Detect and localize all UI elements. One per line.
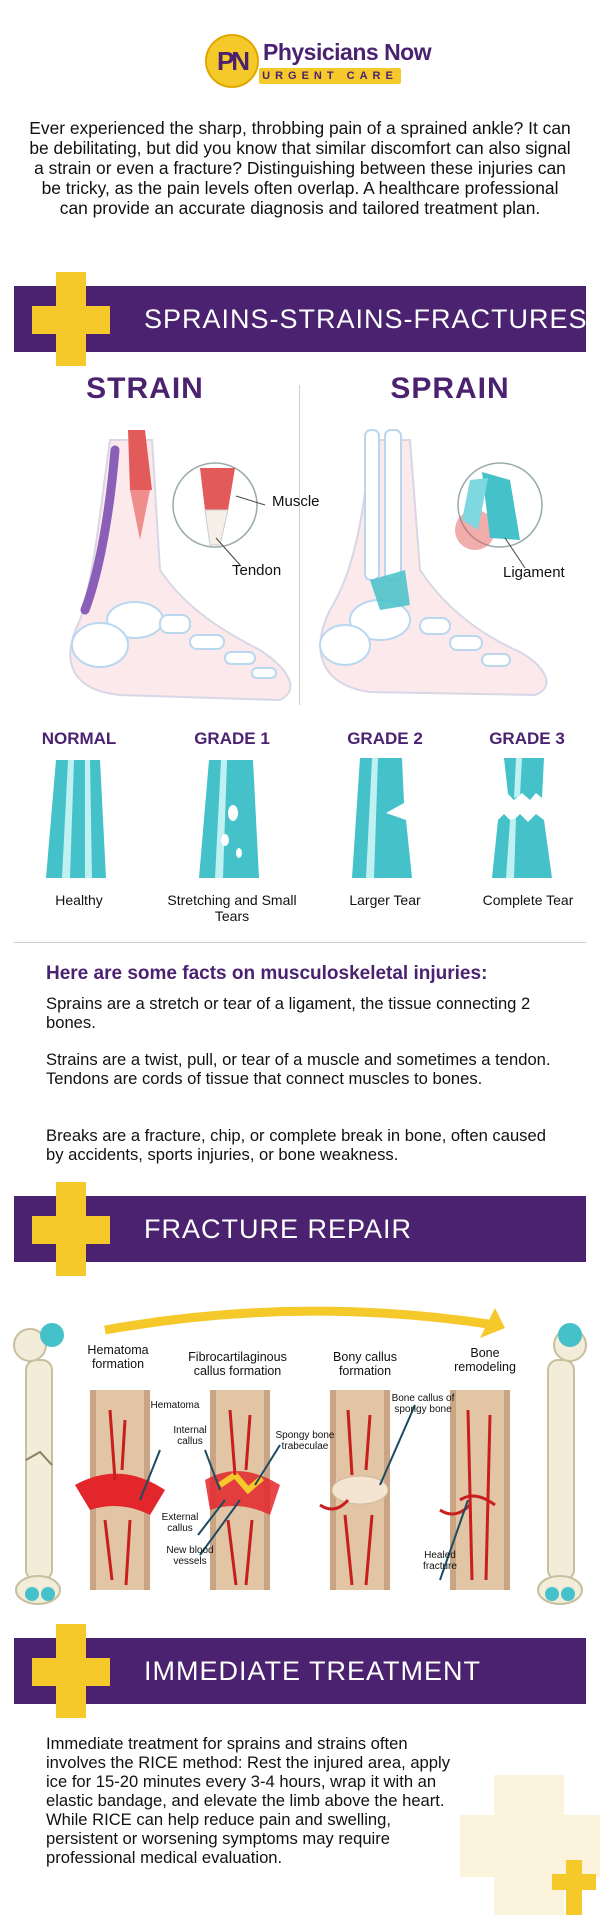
section-title: SPRAINS-STRAINS-FRACTURES — [144, 304, 588, 334]
ligament-normal — [46, 760, 106, 878]
grade-caption-normal: Healthy — [55, 892, 103, 908]
tendon-label: Tendon — [232, 562, 282, 579]
label-bony-callus: Bone callus of spongy bone — [391, 1393, 455, 1415]
grade-caption-2: Larger Tear — [349, 892, 421, 908]
fractured-bone — [14, 1323, 64, 1604]
grade-caption-3: Complete Tear — [482, 892, 574, 908]
muscle-label: Muscle — [272, 493, 320, 510]
ligament-grade-3 — [492, 758, 552, 878]
grade-title-2: GRADE 2 — [347, 729, 423, 748]
section-title: FRACTURE REPAIR — [144, 1214, 413, 1244]
stage-hematoma — [75, 1390, 165, 1590]
sprain-title: SPRAIN — [390, 372, 510, 405]
ligament-grade-1 — [199, 760, 259, 878]
plus-icon-bar — [32, 1658, 110, 1686]
grade-title-normal: NORMAL — [41, 729, 117, 748]
intro-paragraph: Ever experienced the sharp, throbbing pain of a sprained ankle? It can be debilitating, but did you know that similar discomfort can also signal a strain or even a fracture? Distinguishing between these injuries can be tricky, as the pain levels often overlap. A healthcare professional can provide an accurate diagnosis and tailored treatment plan. — [29, 118, 571, 218]
grade-title-3: GRADE 3 — [489, 729, 565, 748]
label-hematoma: Hematoma — [150, 1400, 200, 1411]
logo-name: Physicians Now — [263, 39, 432, 65]
strain-title: STRAIN — [86, 372, 204, 405]
brand-logo — [205, 34, 432, 90]
label-spongy: Spongy bone trabeculae — [275, 1430, 335, 1452]
accent-plus-bar — [552, 1874, 596, 1890]
label-healed: Healed fracture — [423, 1550, 457, 1572]
label-external-callus: External callus — [161, 1512, 199, 1534]
facts-title: Here are some facts on musculoskeletal injuries: — [46, 963, 488, 984]
section-divider — [14, 942, 586, 943]
treatment-paragraph: Immediate treatment for sprains and strains often involves the RICE method: Rest the injured area, apply ice for 15-20 minutes every 3-4 hours, wrap it with an elastic bandage, and elevate the limb above the heart. While RICE can help reduce pain and swelling, persistent or worsening symptoms may require professional medical evaluation. — [46, 1734, 450, 1867]
stage-label-bony: Bony callus formation — [333, 1350, 397, 1378]
plus-icon-bar — [32, 1216, 110, 1244]
fact-strains: Strains are a twist, pull, or tear of a muscle and sometimes a tendon. Tendons are cords of tissue that connect muscles to bones. — [46, 1050, 551, 1088]
section-banner-fracture — [14, 1196, 586, 1262]
stage-label-fibro: Fibrocartilaginous callus formation — [188, 1350, 287, 1378]
section-banner-treatment — [14, 1638, 586, 1704]
healed-bone — [538, 1323, 586, 1604]
label-vessels: New blood vessels — [166, 1545, 214, 1567]
logo-mark: PN — [205, 34, 259, 88]
section-banner-sprains — [14, 286, 586, 352]
grade-title-1: GRADE 1 — [194, 729, 270, 748]
stage-label-hematoma: Hematoma formation — [87, 1343, 149, 1371]
stage-label-remodel: Bone remodeling — [454, 1346, 516, 1374]
section-title: IMMEDIATE TREATMENT — [144, 1656, 482, 1686]
grade-caption-1: Stretching and Small Tears — [167, 892, 297, 924]
ligament-label: Ligament — [503, 564, 565, 581]
logo-tagline: URGENT CARE — [259, 68, 401, 84]
ligament-grade-illustrations — [40, 758, 570, 883]
plus-icon-bar — [32, 306, 110, 334]
fact-sprains: Sprains are a stretch or tear of a ligament, the tissue connecting 2 bones. — [46, 994, 531, 1032]
stage-bony-callus — [320, 1390, 390, 1590]
fact-breaks: Breaks are a fracture, chip, or complete break in bone, often caused by accidents, sports injuries, or bone weakness. — [46, 1126, 546, 1164]
label-internal-callus: Internal callus — [173, 1425, 207, 1447]
ligament-grade-2 — [352, 758, 412, 878]
